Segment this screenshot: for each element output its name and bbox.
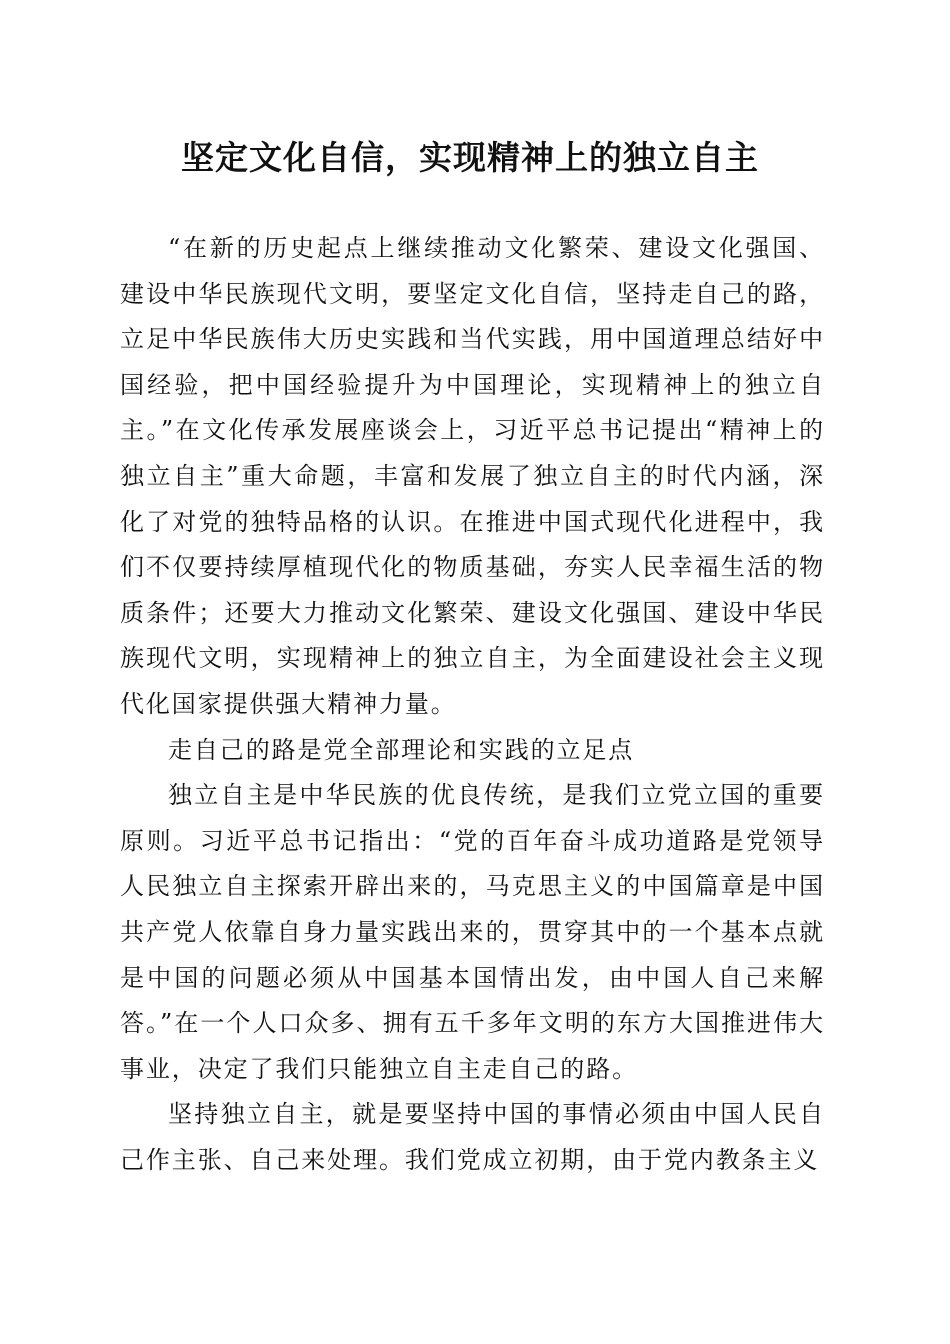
paragraph-independence: 独立自主是中华民族的优良传统，是我们立党立国的重要原则。习近平总书记指出：“党的百年奋斗成功道路是党领导人民独立自主探索开辟出来的，马克思主义的中国篇章是中国共产党人依靠自身力量实践出来的，贯穿其中的一个基本点就是中国的问题必须从中国基本国情出发，由中国人自己来解答。”在一个人口众多、拥有五千多年文明的东方大国推进伟大事业，决定了我们只能独立自主走自己的路。 [120, 781, 825, 1083]
paragraph-intro: “在新的历史起点上继续推动文化繁荣、建设文化强国、建设中华民族现代文明，要坚定文化自信，坚持走自己的路，立足中华民族伟大历史实践和当代实践，用中国道理总结好中国经验，把中国经验提升为中国理论，实现精神上的独立自主。”在文化传承发展座谈会上，习近平总书记提出“精神上的独立自主”重大命题，丰富和发展了独立自主的时代内涵，深化了对党的独特品格的认识。在推进中国式现代化进程中，我们不仅要持续厚植现代化的物质基础，夯实人民幸福生活的物质条件；还要大力推动文化繁荣、建设文化强国、建设中华民族现代文明，实现精神上的独立自主，为全面建设社会主义现代化国家提供强大精神力量。 [120, 234, 825, 718]
paragraph-adherence: 坚持独立自主，就是要坚持中国的事情必须由中国人民自己作主张、自己来处理。我们党成立初期，由于党内教条主义 [120, 1100, 825, 1174]
document-body [120, 226, 825, 1183]
document-title: 坚定文化自信，实现精神上的独立自主 [181, 138, 759, 177]
section-heading: 走自己的路是党全部理论和实践的立足点 [168, 735, 635, 764]
